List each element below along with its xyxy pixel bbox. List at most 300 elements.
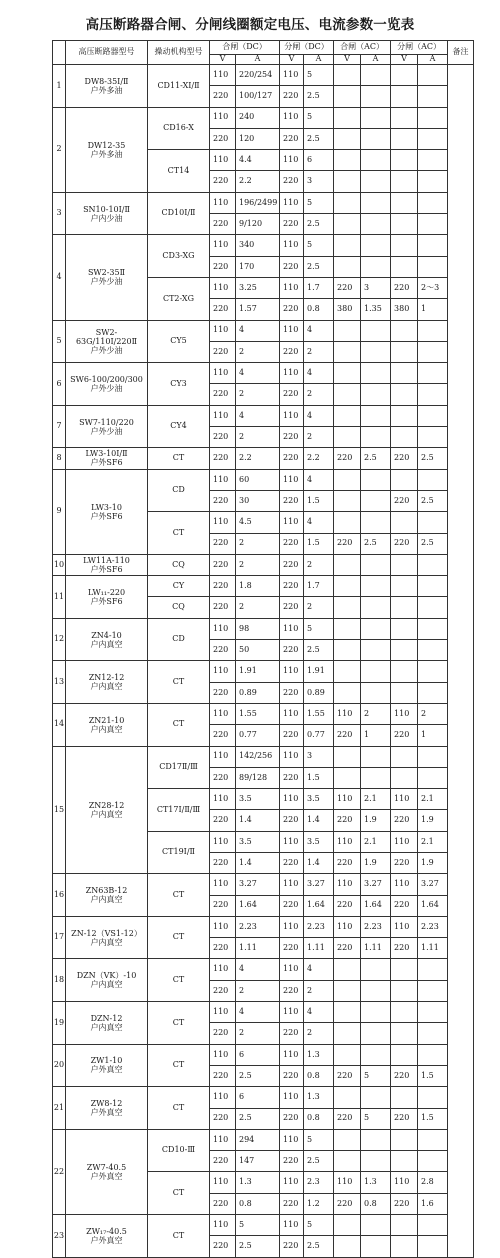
value-cell bbox=[418, 1002, 448, 1023]
value-cell: 220 bbox=[210, 384, 236, 405]
value-cell bbox=[391, 554, 418, 575]
mechanism-model: CT bbox=[148, 1087, 210, 1130]
value-cell bbox=[418, 235, 448, 256]
value-cell: 2.23 bbox=[236, 916, 280, 937]
value-cell: 220 bbox=[210, 214, 236, 235]
value-cell: 220 bbox=[280, 214, 304, 235]
value-cell bbox=[418, 1151, 448, 1172]
value-cell bbox=[334, 171, 361, 192]
value-cell bbox=[334, 661, 361, 682]
value-cell: 110 bbox=[280, 469, 304, 490]
mechanism-model: CT bbox=[148, 448, 210, 469]
value-cell bbox=[391, 405, 418, 426]
value-cell: 220 bbox=[210, 427, 236, 448]
value-cell: 4 bbox=[304, 512, 334, 533]
value-cell: 220 bbox=[280, 576, 304, 597]
mechanism-model: CD bbox=[148, 469, 210, 512]
value-cell: 110 bbox=[210, 831, 236, 852]
value-cell: 120 bbox=[236, 128, 280, 149]
breaker-model-name: ZN21-10 bbox=[88, 715, 125, 725]
value-cell: 2 bbox=[304, 597, 334, 618]
breaker-model-type: 户内少油 bbox=[90, 213, 123, 223]
value-cell: 220 bbox=[210, 171, 236, 192]
row-index: 13 bbox=[53, 661, 66, 704]
value-cell: 110 bbox=[280, 874, 304, 895]
breaker-model bbox=[66, 107, 148, 192]
value-cell: 220 bbox=[280, 682, 304, 703]
value-cell: 1.11 bbox=[361, 938, 391, 959]
value-cell bbox=[391, 65, 418, 86]
value-cell: 110 bbox=[210, 405, 236, 426]
value-cell: 220 bbox=[334, 852, 361, 873]
value-cell: 220 bbox=[280, 1023, 304, 1044]
value-cell: 220 bbox=[280, 640, 304, 661]
value-cell bbox=[361, 1236, 391, 1257]
value-cell: 110 bbox=[210, 1172, 236, 1193]
value-cell: 2.5 bbox=[236, 1108, 280, 1129]
mechanism-model: CQ bbox=[148, 597, 210, 618]
value-cell bbox=[334, 1044, 361, 1065]
table-row bbox=[53, 320, 474, 341]
value-cell: 110 bbox=[280, 192, 304, 213]
value-cell: 220 bbox=[210, 980, 236, 1001]
header-row-1 bbox=[53, 41, 474, 55]
value-cell: 5 bbox=[361, 1108, 391, 1129]
breaker-model-name: DW8-35Ⅰ/Ⅱ bbox=[84, 76, 129, 86]
value-cell bbox=[418, 554, 448, 575]
value-cell: 220 bbox=[280, 1108, 304, 1129]
breaker-model-type: 户外真空 bbox=[90, 1065, 123, 1075]
value-cell bbox=[334, 1215, 361, 1236]
value-cell: 196/2499 bbox=[236, 192, 280, 213]
value-cell: 220 bbox=[391, 895, 418, 916]
mechanism-model: CD17Ⅱ/Ⅲ bbox=[148, 746, 210, 789]
value-cell: 110 bbox=[280, 618, 304, 639]
value-cell: 220 bbox=[280, 1151, 304, 1172]
row-index: 23 bbox=[53, 1215, 66, 1258]
value-cell bbox=[361, 1044, 391, 1065]
value-cell bbox=[334, 107, 361, 128]
breaker-model-type: 户内真空 bbox=[90, 980, 123, 990]
value-cell bbox=[361, 1002, 391, 1023]
value-cell: 220 bbox=[334, 277, 361, 298]
breaker-model-name: SW6-100/200/300 bbox=[70, 374, 143, 384]
value-cell bbox=[334, 640, 361, 661]
value-cell bbox=[334, 320, 361, 341]
value-cell: 2.1 bbox=[418, 789, 448, 810]
value-cell: 5 bbox=[304, 107, 334, 128]
value-cell: 220 bbox=[210, 576, 236, 597]
value-cell bbox=[391, 1236, 418, 1257]
row-index: 5 bbox=[53, 320, 66, 363]
value-cell: 2.1 bbox=[361, 831, 391, 852]
value-cell: 2.3 bbox=[304, 1172, 334, 1193]
value-cell bbox=[334, 597, 361, 618]
value-cell: 147 bbox=[236, 1151, 280, 1172]
table-row bbox=[53, 65, 474, 86]
row-index: 17 bbox=[53, 916, 66, 959]
value-cell: 4 bbox=[304, 363, 334, 384]
breaker-model-type: 户外SF6 bbox=[90, 511, 123, 521]
value-cell: 110 bbox=[280, 1129, 304, 1150]
breaker-model-name: LW11A-110 bbox=[83, 555, 130, 565]
value-cell: 2.5 bbox=[361, 533, 391, 554]
header-unit-a: A bbox=[236, 55, 280, 65]
value-cell: 110 bbox=[210, 1215, 236, 1236]
breaker-model bbox=[66, 192, 148, 235]
mechanism-model: CT bbox=[148, 1002, 210, 1045]
value-cell: 220 bbox=[280, 597, 304, 618]
value-cell: 220 bbox=[210, 1236, 236, 1257]
table-row bbox=[53, 448, 474, 469]
value-cell bbox=[418, 980, 448, 1001]
value-cell: 220 bbox=[391, 490, 418, 511]
value-cell bbox=[391, 959, 418, 980]
value-cell bbox=[361, 1129, 391, 1150]
breaker-model-type: 户内真空 bbox=[90, 682, 123, 692]
value-cell bbox=[418, 1087, 448, 1108]
value-cell bbox=[334, 1087, 361, 1108]
header-model: 高压断路器型号 bbox=[66, 41, 148, 65]
breaker-model bbox=[66, 576, 148, 619]
value-cell: 220 bbox=[334, 810, 361, 831]
value-cell: 110 bbox=[210, 320, 236, 341]
value-cell bbox=[334, 512, 361, 533]
value-cell: 2.5 bbox=[418, 533, 448, 554]
mechanism-model: CT2-XG bbox=[148, 277, 210, 320]
value-cell: 4 bbox=[304, 405, 334, 426]
value-cell bbox=[361, 384, 391, 405]
value-cell: 220 bbox=[280, 128, 304, 149]
value-cell bbox=[418, 512, 448, 533]
breaker-model-name: LW3-10 bbox=[91, 502, 122, 512]
value-cell: 100/127 bbox=[236, 86, 280, 107]
breaker-model-name: LW₁₁-220 bbox=[87, 587, 126, 597]
value-cell: 110 bbox=[391, 789, 418, 810]
breaker-model-name: SW2-63G/110Ⅰ/220Ⅱ bbox=[75, 327, 138, 346]
value-cell bbox=[334, 576, 361, 597]
value-cell bbox=[391, 618, 418, 639]
row-index: 20 bbox=[53, 1044, 66, 1087]
breaker-model bbox=[66, 65, 148, 108]
row-index: 3 bbox=[53, 192, 66, 235]
value-cell: 2 bbox=[418, 703, 448, 724]
value-cell: 220 bbox=[210, 810, 236, 831]
value-cell: 30 bbox=[236, 490, 280, 511]
table-row bbox=[53, 107, 474, 128]
value-cell bbox=[418, 65, 448, 86]
value-cell: 220 bbox=[280, 256, 304, 277]
breaker-model-name: SN10-10Ⅰ/Ⅱ bbox=[83, 204, 130, 214]
value-cell bbox=[418, 1236, 448, 1257]
value-cell bbox=[334, 150, 361, 171]
breaker-model bbox=[66, 363, 148, 406]
value-cell bbox=[391, 1215, 418, 1236]
value-cell bbox=[391, 256, 418, 277]
breaker-model-name: ZN4-10 bbox=[91, 630, 122, 640]
value-cell: 110 bbox=[210, 150, 236, 171]
value-cell: 220 bbox=[280, 938, 304, 959]
value-cell: 110 bbox=[210, 703, 236, 724]
value-cell: 1.91 bbox=[236, 661, 280, 682]
value-cell bbox=[361, 1087, 391, 1108]
value-cell bbox=[391, 171, 418, 192]
value-cell: 1.55 bbox=[304, 703, 334, 724]
header-unit-v: V bbox=[334, 55, 361, 65]
value-cell: 2 bbox=[236, 980, 280, 1001]
value-cell: 294 bbox=[236, 1129, 280, 1150]
mechanism-model: CD16-X bbox=[148, 107, 210, 150]
breaker-model bbox=[66, 703, 148, 746]
value-cell: 1.9 bbox=[418, 852, 448, 873]
parameter-table bbox=[52, 40, 474, 1258]
breaker-model-name: DZN（VK）-10 bbox=[76, 971, 137, 981]
value-cell: 2 bbox=[361, 703, 391, 724]
value-cell: 4 bbox=[236, 1002, 280, 1023]
value-cell bbox=[418, 1129, 448, 1150]
value-cell: 110 bbox=[210, 874, 236, 895]
breaker-model-name: ZW₁₇-40.5 bbox=[86, 1226, 127, 1236]
value-cell: 220 bbox=[210, 128, 236, 149]
value-cell: 110 bbox=[280, 1044, 304, 1065]
value-cell bbox=[391, 150, 418, 171]
value-cell: 1.57 bbox=[236, 299, 280, 320]
value-cell bbox=[418, 256, 448, 277]
table-row bbox=[53, 618, 474, 639]
value-cell: 0.77 bbox=[304, 725, 334, 746]
value-cell bbox=[418, 150, 448, 171]
value-cell: 110 bbox=[280, 831, 304, 852]
value-cell bbox=[418, 746, 448, 767]
mechanism-model: CT bbox=[148, 703, 210, 746]
value-cell: 110 bbox=[210, 65, 236, 86]
row-index: 11 bbox=[53, 576, 66, 619]
mechanism-model: CT bbox=[148, 874, 210, 917]
value-cell bbox=[334, 554, 361, 575]
value-cell bbox=[391, 1023, 418, 1044]
value-cell: 110 bbox=[280, 703, 304, 724]
value-cell: 220 bbox=[210, 852, 236, 873]
table-row bbox=[53, 1044, 474, 1065]
value-cell: 1 bbox=[418, 725, 448, 746]
value-cell: 3.27 bbox=[361, 874, 391, 895]
value-cell bbox=[391, 384, 418, 405]
value-cell: 110 bbox=[210, 746, 236, 767]
value-cell: 1 bbox=[418, 299, 448, 320]
row-index: 18 bbox=[53, 959, 66, 1002]
value-cell: 2.5 bbox=[304, 1236, 334, 1257]
breaker-model-type: 户内真空 bbox=[90, 895, 123, 905]
value-cell bbox=[361, 512, 391, 533]
value-cell: 1.3 bbox=[361, 1172, 391, 1193]
value-cell: 110 bbox=[210, 959, 236, 980]
header-unit-a: A bbox=[418, 55, 448, 65]
value-cell bbox=[418, 384, 448, 405]
value-cell: 1.11 bbox=[418, 938, 448, 959]
table-row bbox=[53, 576, 474, 597]
value-cell: 220 bbox=[280, 1065, 304, 1086]
table-row bbox=[53, 916, 474, 937]
value-cell bbox=[334, 469, 361, 490]
breaker-model-type: 户内真空 bbox=[90, 809, 123, 819]
value-cell: 1.6 bbox=[418, 1193, 448, 1214]
value-cell bbox=[418, 320, 448, 341]
value-cell bbox=[418, 1044, 448, 1065]
mechanism-model: CD10Ⅰ/Ⅱ bbox=[148, 192, 210, 235]
value-cell: 110 bbox=[334, 703, 361, 724]
value-cell: 110 bbox=[280, 150, 304, 171]
value-cell: 1.5 bbox=[418, 1065, 448, 1086]
value-cell bbox=[334, 618, 361, 639]
value-cell: 2 bbox=[304, 980, 334, 1001]
value-cell: 2.5 bbox=[418, 448, 448, 469]
value-cell bbox=[361, 107, 391, 128]
value-cell: 220 bbox=[210, 1108, 236, 1129]
value-cell: 220 bbox=[210, 490, 236, 511]
breaker-model-type: 户内真空 bbox=[90, 639, 123, 649]
breaker-model-name: ZN12-12 bbox=[88, 673, 125, 683]
value-cell: 2.23 bbox=[361, 916, 391, 937]
value-cell: 220 bbox=[334, 1108, 361, 1129]
value-cell bbox=[391, 682, 418, 703]
value-cell bbox=[361, 128, 391, 149]
value-cell: 110 bbox=[210, 1129, 236, 1150]
value-cell: 220 bbox=[280, 299, 304, 320]
value-cell: 220 bbox=[391, 1065, 418, 1086]
value-cell: 220 bbox=[210, 554, 236, 575]
value-cell bbox=[418, 767, 448, 788]
value-cell bbox=[334, 746, 361, 767]
value-cell: 4 bbox=[304, 1002, 334, 1023]
breaker-model bbox=[66, 448, 148, 469]
value-cell bbox=[361, 405, 391, 426]
value-cell: 110 bbox=[334, 874, 361, 895]
header-mechanism: 操动机构型号 bbox=[148, 41, 210, 65]
value-cell: 5 bbox=[236, 1215, 280, 1236]
value-cell: 110 bbox=[280, 1215, 304, 1236]
value-cell: 1.9 bbox=[361, 810, 391, 831]
value-cell bbox=[391, 1002, 418, 1023]
mechanism-model: CY4 bbox=[148, 405, 210, 448]
value-cell bbox=[418, 640, 448, 661]
value-cell: 1.3 bbox=[304, 1044, 334, 1065]
value-cell: 380 bbox=[334, 299, 361, 320]
mechanism-model: CT bbox=[148, 1215, 210, 1258]
value-cell bbox=[418, 128, 448, 149]
value-cell: 1.11 bbox=[236, 938, 280, 959]
value-cell: 220 bbox=[391, 277, 418, 298]
value-cell: 110 bbox=[280, 235, 304, 256]
value-cell: 220 bbox=[391, 448, 418, 469]
value-cell: 220 bbox=[210, 533, 236, 554]
row-index: 16 bbox=[53, 874, 66, 917]
value-cell bbox=[391, 597, 418, 618]
value-cell bbox=[391, 746, 418, 767]
value-cell bbox=[361, 256, 391, 277]
value-cell bbox=[418, 1215, 448, 1236]
value-cell: 220 bbox=[334, 1193, 361, 1214]
value-cell: 2 bbox=[236, 384, 280, 405]
value-cell: 220 bbox=[391, 1108, 418, 1129]
value-cell: 0.77 bbox=[236, 725, 280, 746]
value-cell: 110 bbox=[280, 959, 304, 980]
value-cell: 220 bbox=[391, 1193, 418, 1214]
value-cell: 220 bbox=[391, 852, 418, 873]
value-cell: 1.64 bbox=[361, 895, 391, 916]
value-cell: 1.5 bbox=[304, 490, 334, 511]
breaker-model-type: 户内真空 bbox=[90, 937, 123, 947]
breaker-model bbox=[66, 1215, 148, 1258]
value-cell bbox=[418, 107, 448, 128]
value-cell: 5 bbox=[304, 1129, 334, 1150]
mechanism-model: CT bbox=[148, 916, 210, 959]
value-cell bbox=[391, 363, 418, 384]
value-cell: 4 bbox=[236, 405, 280, 426]
value-cell: 110 bbox=[210, 916, 236, 937]
value-cell: 4.4 bbox=[236, 150, 280, 171]
breaker-model bbox=[66, 235, 148, 320]
breaker-model-type: 户外真空 bbox=[90, 1235, 123, 1245]
table-row bbox=[53, 703, 474, 724]
value-cell: 220/254 bbox=[236, 65, 280, 86]
value-cell: 110 bbox=[210, 1002, 236, 1023]
value-cell: 4 bbox=[236, 363, 280, 384]
value-cell bbox=[391, 320, 418, 341]
header-unit-v: V bbox=[391, 55, 418, 65]
value-cell bbox=[391, 341, 418, 362]
value-cell: 0.8 bbox=[361, 1193, 391, 1214]
header-remarks: 备注 bbox=[448, 41, 474, 65]
value-cell bbox=[391, 640, 418, 661]
mechanism-model: CY5 bbox=[148, 320, 210, 363]
value-cell: 110 bbox=[210, 789, 236, 810]
value-cell: 3 bbox=[361, 277, 391, 298]
value-cell: 98 bbox=[236, 618, 280, 639]
value-cell: 1.91 bbox=[304, 661, 334, 682]
value-cell: 2 bbox=[304, 1023, 334, 1044]
value-cell: 220 bbox=[210, 767, 236, 788]
value-cell: 2 bbox=[236, 341, 280, 362]
value-cell bbox=[418, 171, 448, 192]
value-cell: 110 bbox=[210, 1087, 236, 1108]
value-cell: 2.2 bbox=[236, 448, 280, 469]
breaker-model-name: ZW8-12 bbox=[90, 1099, 123, 1109]
value-cell: 0.8 bbox=[304, 1065, 334, 1086]
header-unit-v: V bbox=[210, 55, 236, 65]
value-cell: 3.5 bbox=[304, 831, 334, 852]
header-unit-v: V bbox=[280, 55, 304, 65]
value-cell bbox=[334, 405, 361, 426]
row-index: 21 bbox=[53, 1087, 66, 1130]
value-cell bbox=[361, 363, 391, 384]
value-cell bbox=[361, 1023, 391, 1044]
value-cell: 3.27 bbox=[304, 874, 334, 895]
value-cell: 2.5 bbox=[304, 86, 334, 107]
value-cell: 170 bbox=[236, 256, 280, 277]
value-cell: 220 bbox=[334, 448, 361, 469]
row-index: 19 bbox=[53, 1002, 66, 1045]
breaker-model-type: 户外SF6 bbox=[90, 564, 123, 574]
value-cell bbox=[391, 107, 418, 128]
value-cell: 1.8 bbox=[236, 576, 280, 597]
breaker-model-type: 户外少油 bbox=[90, 426, 123, 436]
value-cell: 220 bbox=[280, 980, 304, 1001]
value-cell: 2～3 bbox=[418, 277, 448, 298]
row-index: 2 bbox=[53, 107, 66, 192]
breaker-model-name: DZN-12 bbox=[90, 1013, 123, 1023]
value-cell: 110 bbox=[334, 916, 361, 937]
value-cell: 110 bbox=[280, 1172, 304, 1193]
